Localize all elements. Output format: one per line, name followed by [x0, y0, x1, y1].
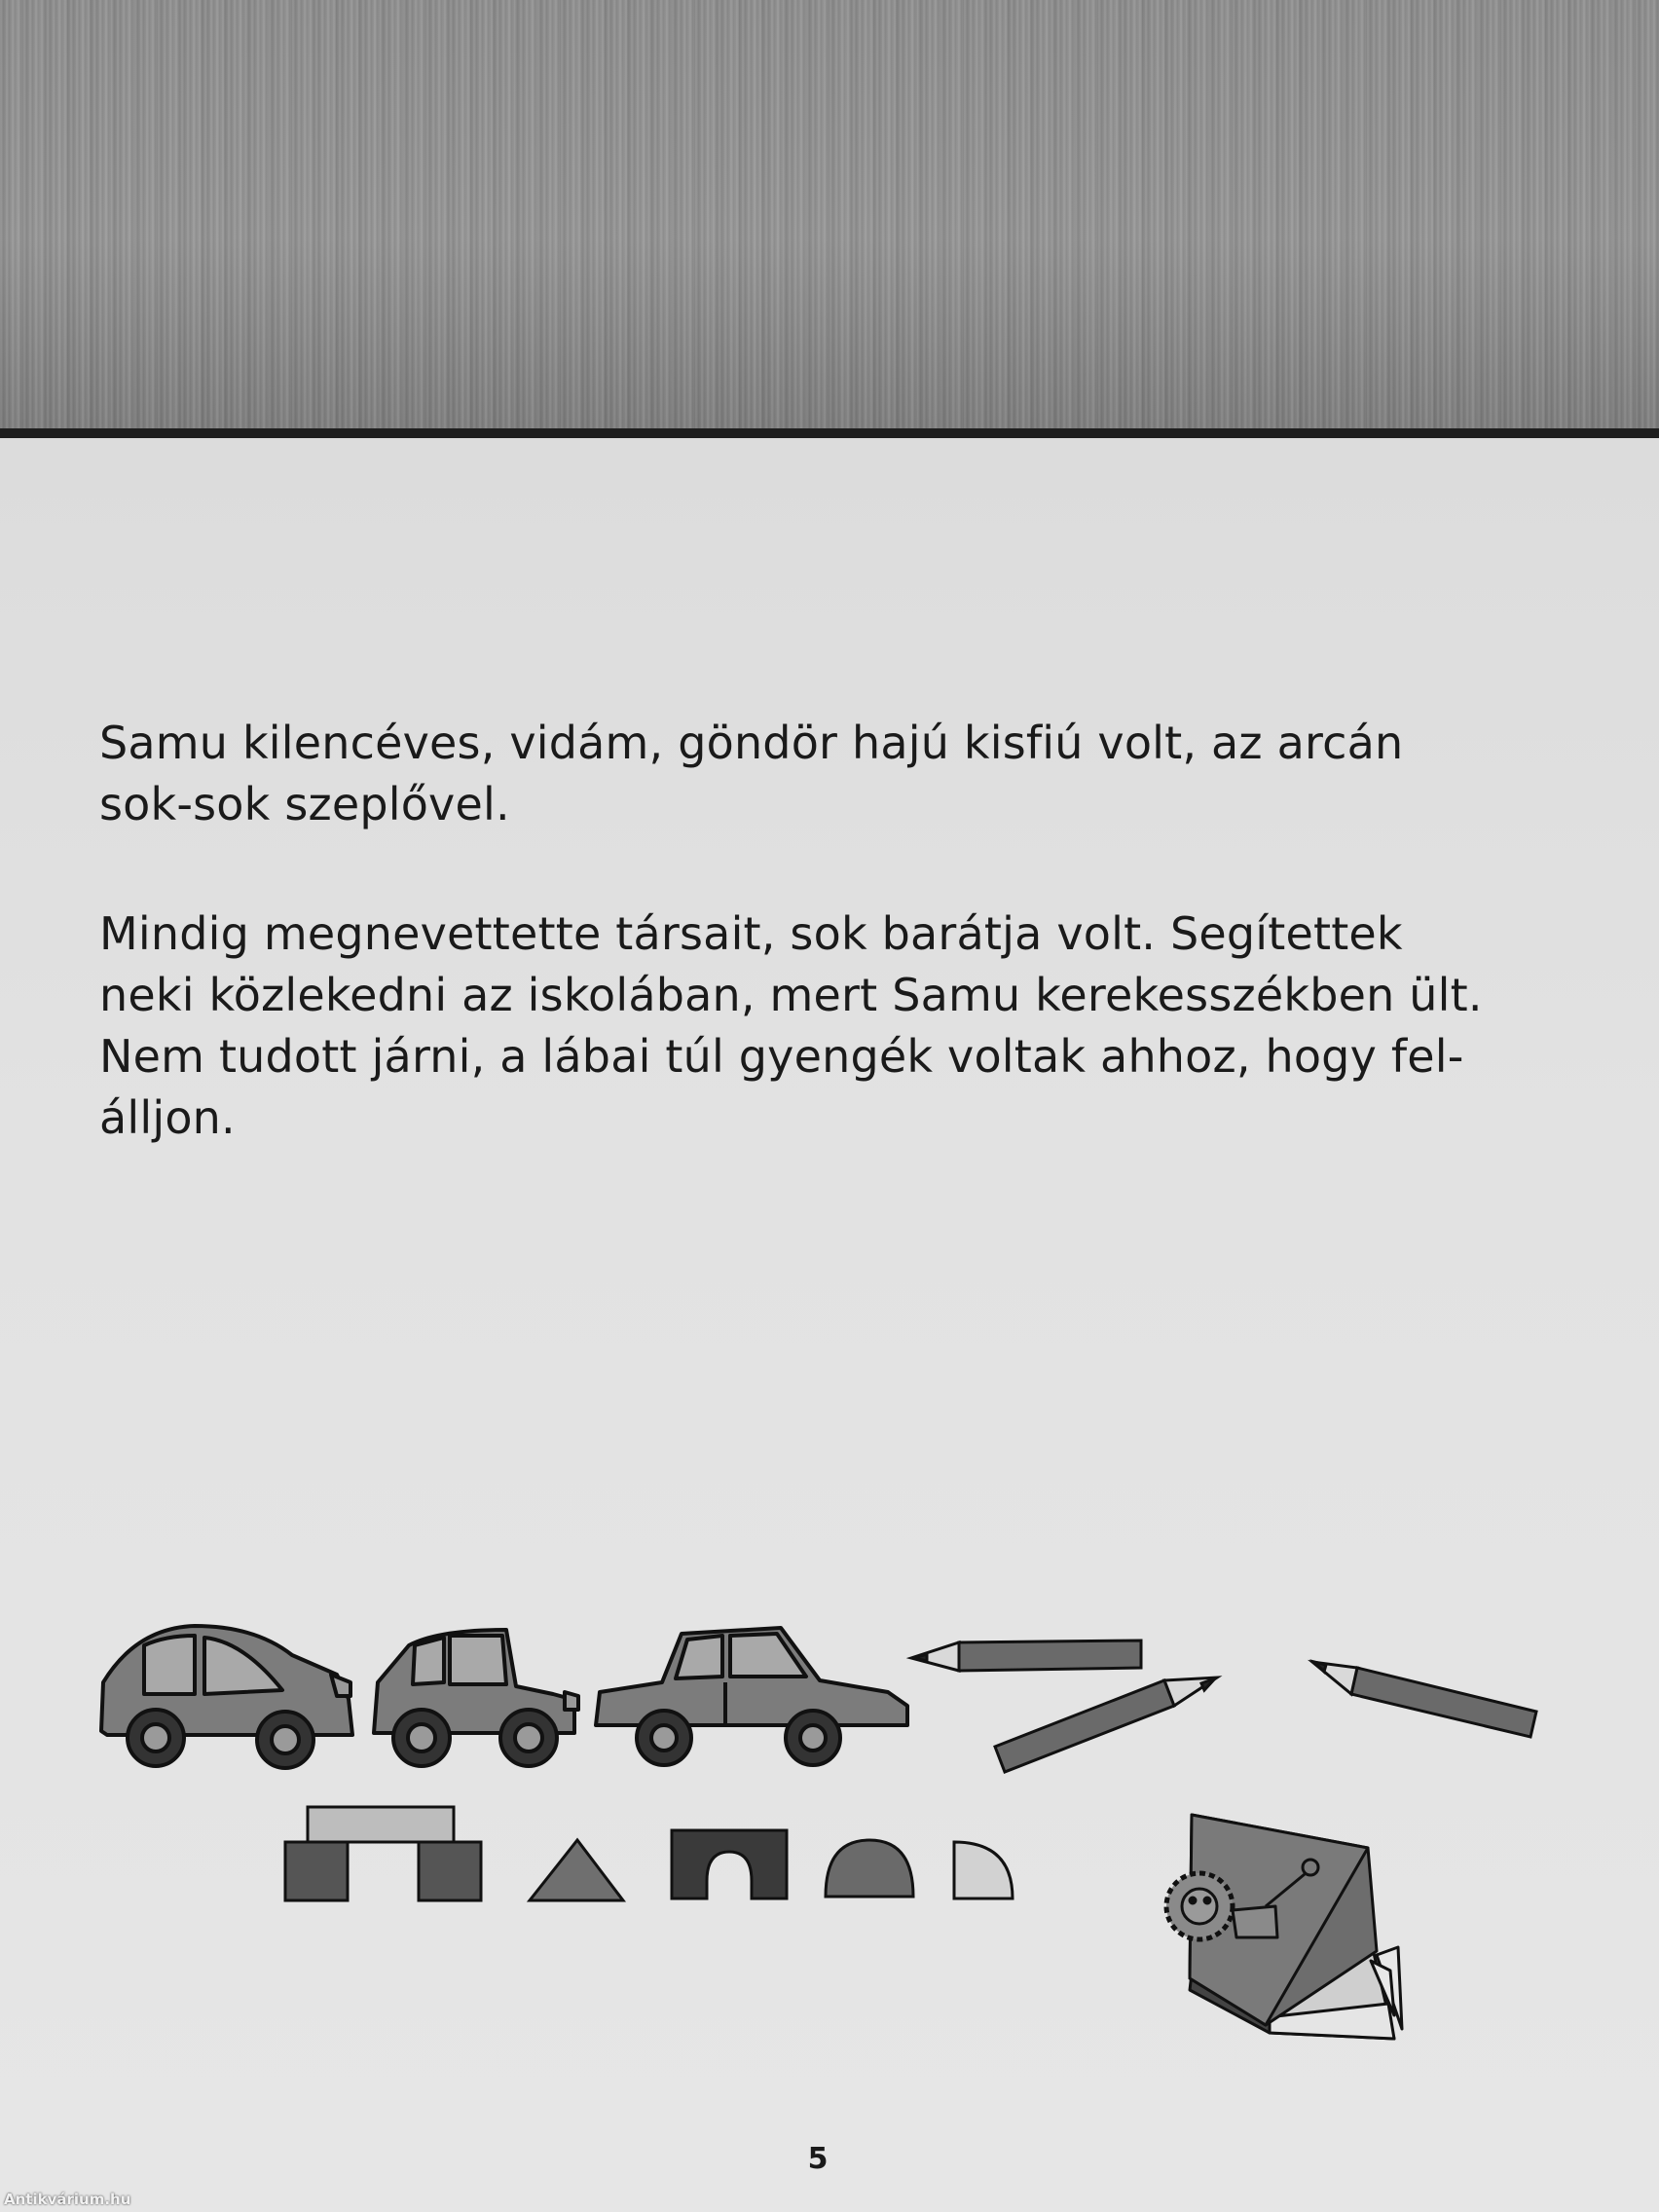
- triangle-block-icon: [530, 1840, 623, 1900]
- half-circle-block-icon: [826, 1840, 913, 1897]
- text-line: Nem tudott járni, a lábai túl gyengék voltak ahhoz, hogy fel-: [99, 1030, 1464, 1083]
- text-line: sok-sok szeplővel.: [99, 778, 510, 830]
- text-line: Mindig megnevettette társait, sok barátja volt. Segítettek: [99, 907, 1403, 960]
- bridge-blocks-icon: [285, 1807, 481, 1900]
- arch-block-icon: [672, 1830, 787, 1899]
- beetle-car-icon: [101, 1626, 352, 1768]
- pencil-icon: [911, 1641, 1141, 1671]
- pencil-icon: [1312, 1662, 1536, 1737]
- pencil-icon: [995, 1677, 1217, 1772]
- quarter-circle-block-icon: [954, 1842, 1013, 1899]
- watermark: Antikvárium.hu: [4, 2191, 131, 2208]
- small-car-icon: [374, 1630, 578, 1766]
- page-number: 5: [807, 2142, 829, 2176]
- text-line: álljon.: [99, 1091, 236, 1144]
- text-line: neki közlekedni az iskolában, mert Samu kerekesszékben ült.: [99, 969, 1483, 1021]
- text-line: Samu kilencéves, vidám, göndör hajú kisfiú volt, az arcán: [99, 717, 1404, 769]
- sedan-car-icon: [596, 1628, 907, 1765]
- drawing-book-icon: [1166, 1815, 1402, 2039]
